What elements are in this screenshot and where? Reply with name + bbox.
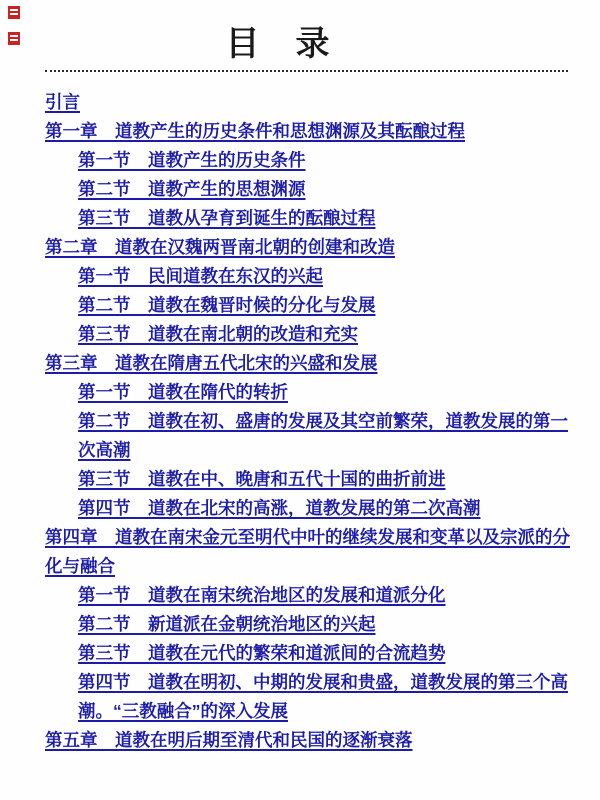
toc-entry-link[interactable]: 第三章 道教在隋唐五代北宋的兴盛和发展 [45, 353, 378, 373]
toc-entry-link[interactable]: 第四节 道教在北宋的高涨，道教发展的第二次高潮 [78, 498, 481, 518]
toc-entry-link[interactable]: 第二节 新道派在金朝统治地区的兴起 [78, 614, 376, 634]
toc-entry-link[interactable]: 第一节 道教在南宋统治地区的发展和道派分化 [78, 585, 446, 605]
toc-entry-link[interactable]: 第一节 道教在隋代的转折 [78, 382, 288, 402]
toc-entry-link[interactable]: 第四节 道教在明初、中期的发展和贵盛，道教发展的第三个高潮。“三教融合”的深入发展 [78, 672, 568, 721]
toc-entry-link[interactable]: 第四章 道教在南宋金元至明代中叶的继续发展和变革以及宗派的分化与融合 [45, 527, 570, 576]
toc-entry-link[interactable]: 第三节 道教在南北朝的改造和充实 [78, 324, 358, 344]
toc-entry-link[interactable]: 第三节 道教从孕育到诞生的酝酿过程 [78, 208, 376, 228]
toc-entry-link[interactable]: 第二节 道教在魏晋时候的分化与发展 [78, 295, 376, 315]
toc-entry-link[interactable]: 第三节 道教在中、晚唐和五代十国的曲折前进 [78, 469, 446, 489]
toc-entry-link[interactable]: 第二节 道教产生的思想渊源 [78, 179, 306, 199]
toc-entry-link[interactable]: 第二章 道教在汉魏两晋南北朝的创建和改造 [45, 237, 395, 257]
toc-entry-link[interactable]: 第三节 道教在元代的繁荣和道派间的合流趋势 [78, 643, 446, 663]
toc-entry-link[interactable]: 第五章 道教在明后期至清代和民国的逐渐衰落 [45, 730, 413, 750]
toc-list [0, 88, 600, 755]
toc-entry-link[interactable]: 引言 [45, 92, 80, 112]
page-title: 目 录 [225, 25, 331, 63]
title-divider [45, 55, 568, 72]
toc-entry-link[interactable]: 第一节 民间道教在东汉的兴起 [78, 266, 323, 286]
toc-entry-link[interactable]: 第二节 道教在初、盛唐的发展及其空前繁荣，道教发展的第一次高潮 [78, 411, 568, 460]
revision-mark-icon [8, 6, 20, 19]
toc-entry-link[interactable]: 第一章 道教产生的历史条件和思想渊源及其酝酿过程 [45, 121, 465, 141]
toc-entry-link[interactable]: 第一节 道教产生的历史条件 [78, 150, 306, 170]
